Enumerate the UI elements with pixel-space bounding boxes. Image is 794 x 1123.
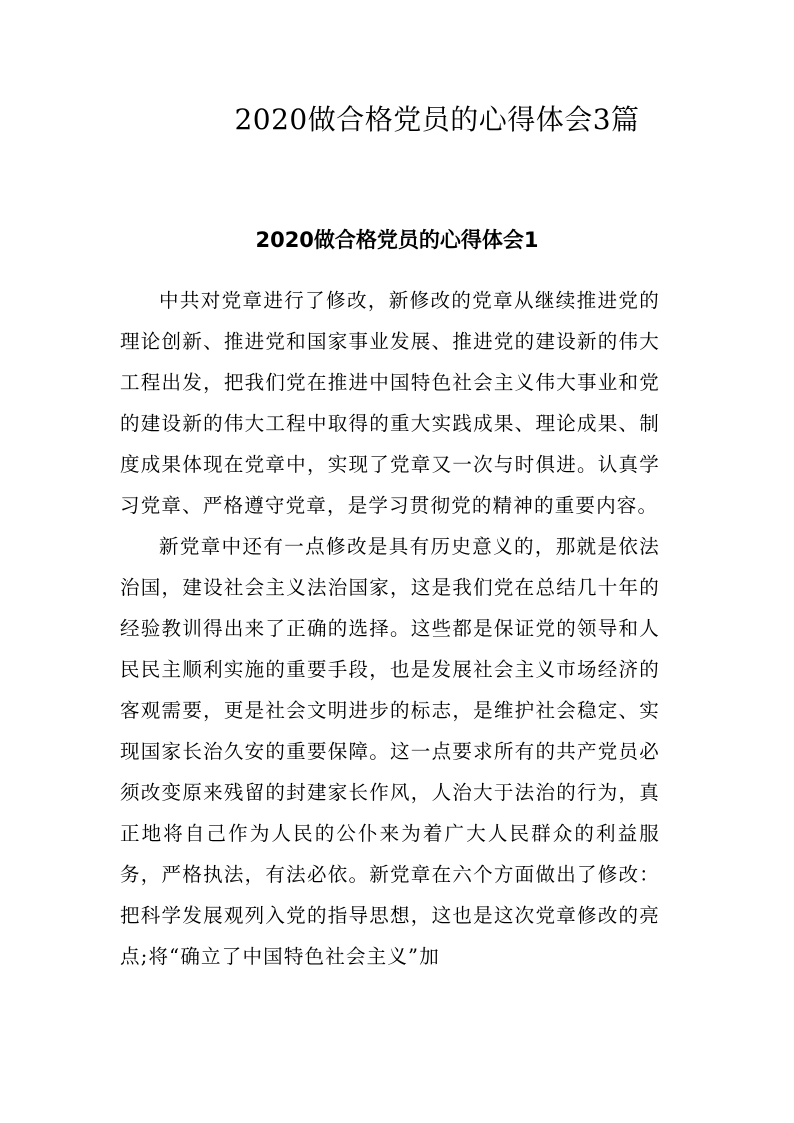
body-text	[120, 280, 660, 977]
paragraph-2: 新党章中还有一点修改是具有历史意义的，那就是依法治国，建设社会主义法治国家，这是我们党在总结几十年的经验教训得出来了正确的选择。这些都是保证党的领导和人民民主顺利实施的重要手段，也是发展社会主义市场经济的客观需要，更是社会文明进步的标志，是维护社会稳定、实现国家长治久安的重要保障。这一点要求所有的共产党员必须改变原来残留的封建家长作风，人治大于法治的行为，真正地将自己作为人民的公仆来为着广大人民群众的利益服务，严格执法，有法必依。新党章在六个方面做出了修改：把科学发展观列入党的指导思想，这也是这次党章修改的亮点;将“确立了中国特色社会主义”加	[120, 535, 660, 968]
section-title: 2020做合格党员的心得体会1	[255, 228, 539, 252]
document-title: 2020做合格党员的心得体会3篇	[234, 103, 640, 136]
paragraph-1: 中共对党章进行了修改，新修改的党章从继续推进党的理论创新、推进党和国家事业发展、推进党的建设新的伟大工程出发，把我们党在推进中国特色社会主义伟大事业和党的建设新的伟大工程中取得的重大实践成果、理论成果、制度成果体现在党章中，实现了党章又一次与时俱进。认真学习党章、严格遵守党章，是学习贯彻党的精神的重要内容。	[120, 289, 660, 517]
